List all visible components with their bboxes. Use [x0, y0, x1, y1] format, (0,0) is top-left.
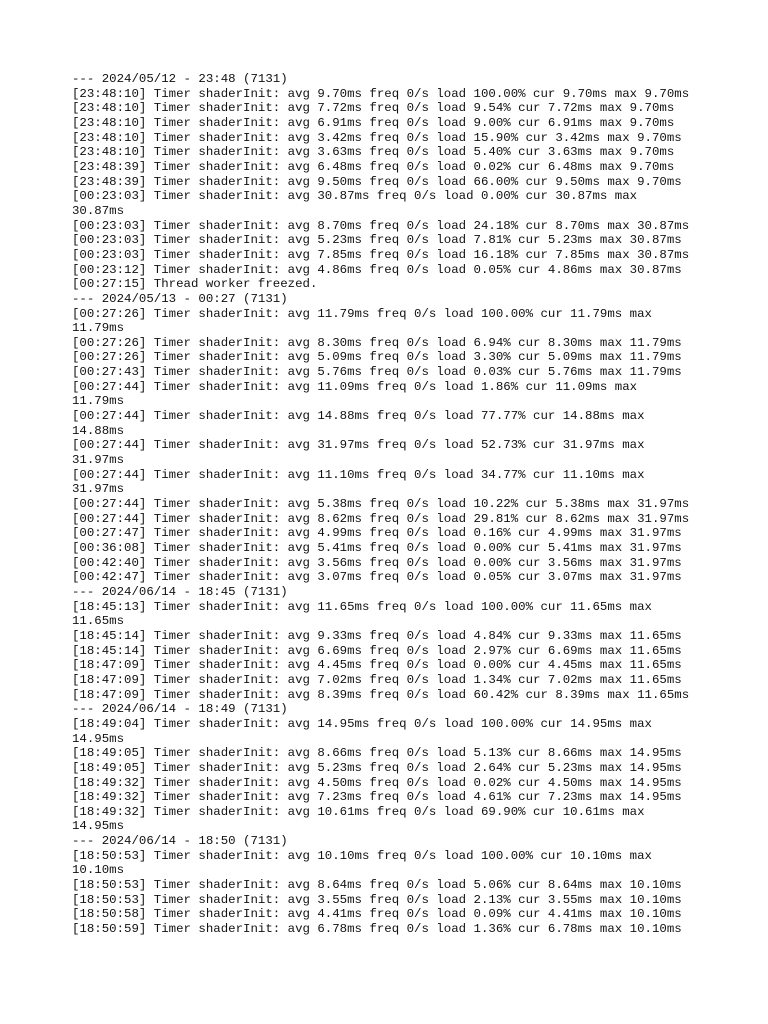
log-document [72, 72, 712, 937]
log-line: [23:48:10] Timer shaderInit: avg 3.63ms freq 0/s load 5.40% cur 3.63ms max 9.70ms [72, 145, 675, 160]
log-line: [18:50:53] Timer shaderInit: avg 3.55ms freq 0/s load 2.13% cur 3.55ms max 10.10ms [72, 892, 682, 907]
log-line: [18:49:32] Timer shaderInit: avg 4.50ms freq 0/s load 0.02% cur 4.50ms max 14.95ms [72, 775, 682, 790]
log-line: [00:23:03] Timer shaderInit: avg 8.70ms freq 0/s load 24.18% cur 8.70ms max 30.87ms [72, 218, 690, 233]
session-header: --- 2024/05/13 - 00:27 (7131) [72, 291, 288, 306]
log-line: [23:48:10] Timer shaderInit: avg 6.91ms freq 0/s load 9.00% cur 6.91ms max 9.70ms [72, 115, 675, 130]
session-header: --- 2024/06/14 - 18:49 (7131) [72, 702, 288, 717]
log-line: [23:48:39] Timer shaderInit: avg 9.50ms freq 0/s load 66.00% cur 9.50ms max 9.70ms [72, 174, 682, 189]
log-line: [18:50:53] Timer shaderInit: avg 8.64ms freq 0/s load 5.06% cur 8.64ms max 10.10ms [72, 878, 682, 893]
log-line: [00:36:08] Timer shaderInit: avg 5.41ms freq 0/s load 0.00% cur 5.41ms max 31.97ms [72, 541, 682, 555]
log-line: [00:27:15] Thread worker freezed. [72, 277, 318, 292]
log-line: [00:27:26] Timer shaderInit: avg 11.79ms freq 0/s load 100.00% cur 11.79ms max 11.79ms [72, 306, 652, 336]
log-line: [00:23:03] Timer shaderInit: avg 30.87ms freq 0/s load 0.00% cur 30.87ms max 30.87ms [72, 189, 638, 218]
session-header: --- 2024/06/14 - 18:50 (7131) [72, 834, 288, 849]
log-line: [23:48:10] Timer shaderInit: avg 7.72ms freq 0/s load 9.54% cur 7.72ms max 9.70ms [72, 101, 675, 116]
log-line: [00:23:12] Timer shaderInit: avg 4.86ms freq 0/s load 0.05% cur 4.86ms max 30.87ms [72, 262, 682, 277]
log-line: [00:27:44] Timer shaderInit: avg 31.97ms freq 0/s load 52.73% cur 31.97ms max 31.97ms [72, 438, 645, 468]
log-line: [00:27:26] Timer shaderInit: avg 8.30ms freq 0/s load 6.94% cur 8.30ms max 11.79ms [72, 335, 682, 350]
log-line: [00:42:40] Timer shaderInit: avg 3.56ms freq 0/s load 0.00% cur 3.56ms max 31.97ms [72, 555, 682, 570]
log-line: [18:50:53] Timer shaderInit: avg 10.10ms freq 0/s load 100.00% cur 10.10ms max 10.10ms [72, 848, 652, 878]
log-line: [18:47:09] Timer shaderInit: avg 8.39ms freq 0/s load 60.42% cur 8.39ms max 11.65ms [72, 687, 690, 702]
session-header: --- 2024/05/12 - 23:48 (7131) [72, 72, 288, 86]
log-line: [18:47:09] Timer shaderInit: avg 7.02ms freq 0/s load 1.34% cur 7.02ms max 11.65ms [72, 672, 682, 687]
log-line: [18:49:32] Timer shaderInit: avg 10.61ms freq 0/s load 69.90% cur 10.61ms max 14.95ms [72, 804, 645, 834]
log-line: [18:47:09] Timer shaderInit: avg 4.45ms freq 0/s load 0.00% cur 4.45ms max 11.65ms [72, 658, 682, 673]
log-line: [18:45:13] Timer shaderInit: avg 11.65ms freq 0/s load 100.00% cur 11.65ms max 11.65ms [72, 599, 652, 629]
log-line: [00:42:47] Timer shaderInit: avg 3.07ms freq 0/s load 0.05% cur 3.07ms max 31.97ms [72, 570, 682, 585]
session-header: --- 2024/06/14 - 18:45 (7131) [72, 584, 288, 599]
log-line: [23:48:39] Timer shaderInit: avg 6.48ms freq 0/s load 0.02% cur 6.48ms max 9.70ms [72, 159, 675, 174]
log-line: [18:49:05] Timer shaderInit: avg 8.66ms freq 0/s load 5.13% cur 8.66ms max 14.95ms [72, 746, 682, 761]
log-line: [18:49:05] Timer shaderInit: avg 5.23ms freq 0/s load 2.64% cur 5.23ms max 14.95ms [72, 760, 682, 775]
log-line: [18:49:04] Timer shaderInit: avg 14.95ms freq 0/s load 100.00% cur 14.95ms max 14.95ms [72, 716, 652, 746]
log-line: [23:48:10] Timer shaderInit: avg 9.70ms freq 0/s load 100.00% cur 9.70ms max 9.70ms [72, 86, 690, 101]
log-line: [00:27:47] Timer shaderInit: avg 4.99ms freq 0/s load 0.16% cur 4.99ms max 31.97ms [72, 526, 682, 541]
log-line: [18:45:14] Timer shaderInit: avg 9.33ms freq 0/s load 4.84% cur 9.33ms max 11.65ms [72, 628, 682, 643]
log-line: [23:48:10] Timer shaderInit: avg 3.42ms freq 0/s load 15.90% cur 3.42ms max 9.70ms [72, 130, 682, 145]
log-line: [18:50:59] Timer shaderInit: avg 6.78ms freq 0/s load 1.36% cur 6.78ms max 10.10ms [72, 922, 682, 937]
log-line: [00:27:44] Timer shaderInit: avg 5.38ms freq 0/s load 10.22% cur 5.38ms max 31.97ms [72, 497, 690, 512]
log-line: [00:27:26] Timer shaderInit: avg 5.09ms freq 0/s load 3.30% cur 5.09ms max 11.79ms [72, 350, 682, 365]
log-line: [00:23:03] Timer shaderInit: avg 7.85ms freq 0/s load 16.18% cur 7.85ms max 30.87ms [72, 247, 690, 262]
log-line: [00:27:44] Timer shaderInit: avg 14.88ms freq 0/s load 77.77% cur 14.88ms max 14.88ms [72, 409, 645, 438]
log-line: [00:27:43] Timer shaderInit: avg 5.76ms freq 0/s load 0.03% cur 5.76ms max 11.79ms [72, 365, 682, 380]
log-line: [00:27:44] Timer shaderInit: avg 8.62ms freq 0/s load 29.81% cur 8.62ms max 31.97ms [72, 511, 690, 526]
log-line: [18:49:32] Timer shaderInit: avg 7.23ms freq 0/s load 4.61% cur 7.23ms max 14.95ms [72, 790, 682, 805]
log-line: [00:27:44] Timer shaderInit: avg 11.09ms freq 0/s load 1.86% cur 11.09ms max 11.79ms [72, 379, 638, 409]
log-line: [18:45:14] Timer shaderInit: avg 6.69ms freq 0/s load 2.97% cur 6.69ms max 11.65ms [72, 643, 682, 658]
log-line: [18:50:58] Timer shaderInit: avg 4.41ms freq 0/s load 0.09% cur 4.41ms max 10.10ms [72, 907, 682, 922]
log-line: [00:23:03] Timer shaderInit: avg 5.23ms freq 0/s load 7.81% cur 5.23ms max 30.87ms [72, 233, 682, 248]
log-line: [00:27:44] Timer shaderInit: avg 11.10ms freq 0/s load 34.77% cur 11.10ms max 31.97ms [72, 467, 645, 497]
